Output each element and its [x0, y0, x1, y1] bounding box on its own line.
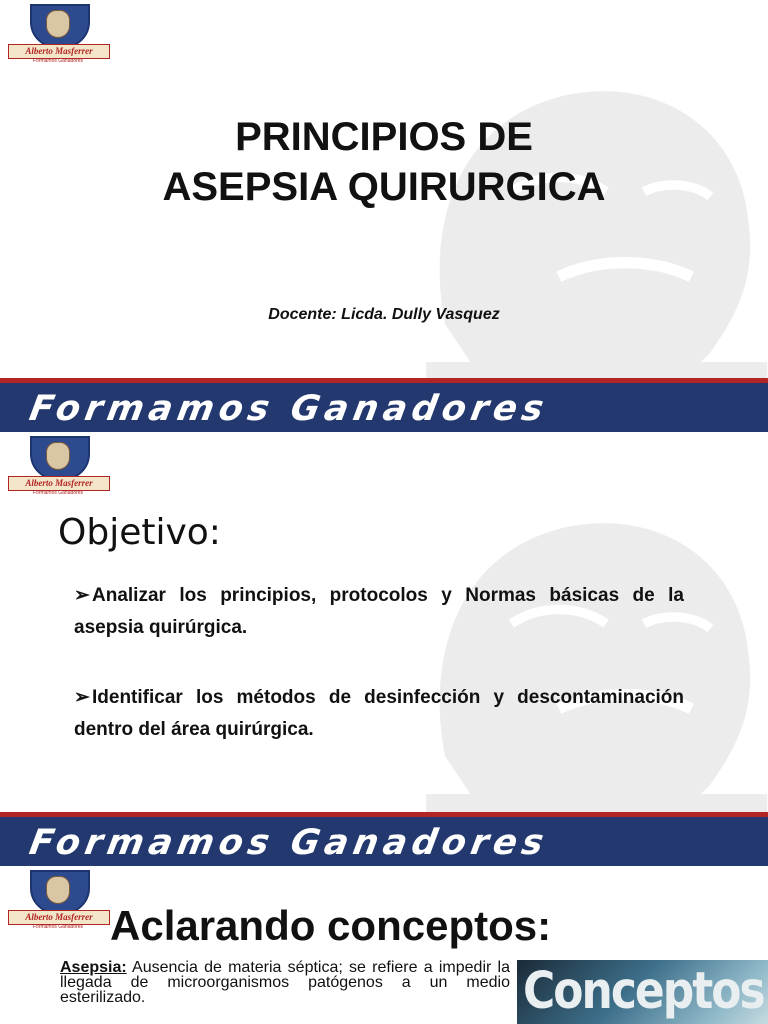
banner-text: Formamos Ganadores	[26, 389, 552, 429]
banner-text: Formamos Ganadores	[26, 823, 552, 863]
conceptos-image	[517, 960, 768, 1024]
slide-title	[0, 0, 768, 432]
slide-conceptos	[0, 866, 768, 1024]
logo-portrait-icon	[46, 10, 70, 38]
slide-title-heading	[0, 112, 768, 212]
definition-text: Ausencia de materia séptica; se refiere a impedir la llegada de microorganismos patógenos a un medio esterilizado.	[60, 959, 510, 1006]
image-caption: Conceptos	[523, 962, 764, 1021]
logo-tagline: Formamos Ganadores	[32, 490, 84, 496]
slide-objetivo	[0, 432, 768, 866]
objetivo-heading: Objetivo:	[58, 512, 221, 553]
school-logo	[8, 4, 108, 62]
watermark-portrait	[358, 472, 768, 832]
title-line-2: ASEPSIA QUIRURGICA	[162, 165, 606, 209]
school-logo	[8, 870, 108, 928]
school-logo	[8, 436, 108, 494]
conceptos-heading: Aclarando conceptos:	[110, 902, 552, 949]
docente-label: Docente: Licda. Dully Vasquez	[268, 306, 500, 323]
arrow-bullet-icon: ➢	[74, 585, 90, 606]
logo-name: Alberto Masferrer	[8, 44, 110, 59]
bullet-text: Identificar los métodos de desinfección y descontaminación dentro del área quirúrgica.	[74, 687, 684, 740]
logo-portrait-icon	[46, 876, 70, 904]
footer-banner	[0, 378, 768, 432]
definition-term: Asepsia:	[60, 959, 127, 976]
logo-name: Alberto Masferrer	[8, 476, 110, 491]
bullet-item	[74, 580, 684, 644]
title-line-1: PRINCIPIOS DE	[235, 115, 533, 159]
watermark-portrait	[358, 40, 768, 400]
footer-banner	[0, 812, 768, 866]
logo-name: Alberto Masferrer	[8, 910, 110, 925]
bullet-item	[74, 682, 684, 746]
logo-tagline: Formamos Ganadores	[32, 924, 84, 930]
bullet-text: Analizar los principios, protocolos y Normas básicas de la asepsia quirúrgica.	[74, 585, 684, 638]
logo-tagline: Formamos Ganadores	[32, 58, 84, 64]
logo-portrait-icon	[46, 442, 70, 470]
definition-paragraph	[60, 960, 510, 1005]
arrow-bullet-icon: ➢	[74, 687, 90, 708]
